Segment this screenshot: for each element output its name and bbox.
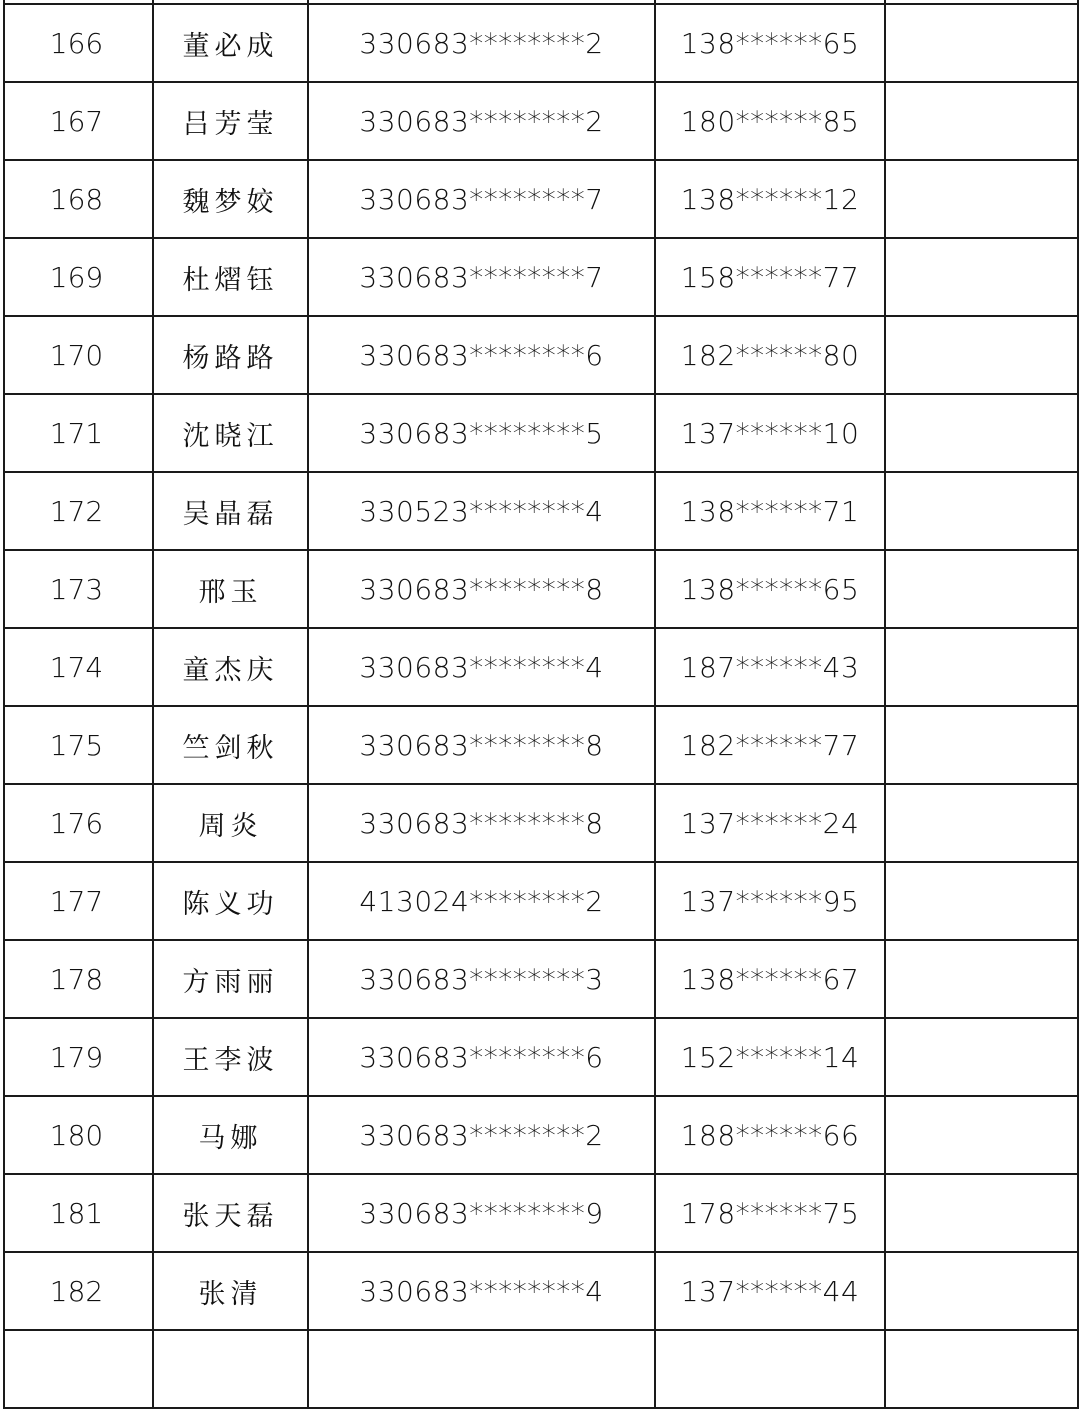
- row-id-number: 330683********2: [308, 82, 655, 160]
- cell-empty: [153, 1330, 308, 1408]
- row-remark: [885, 784, 1078, 862]
- row-index: 170: [4, 316, 153, 394]
- row-id-number: 413024********2: [308, 862, 655, 940]
- row-phone: 180******85: [655, 82, 885, 160]
- row-name: 张清: [153, 1252, 308, 1330]
- row-phone: 182******77: [655, 706, 885, 784]
- row-phone: 138******67: [655, 940, 885, 1018]
- row-name: 王李波: [153, 1018, 308, 1096]
- row-index: 173: [4, 550, 153, 628]
- row-name: 吴晶磊: [153, 472, 308, 550]
- row-name: 吕芳莹: [153, 82, 308, 160]
- row-remark: [885, 4, 1078, 82]
- row-name: 杨路路: [153, 316, 308, 394]
- row-id-number: 330683********8: [308, 706, 655, 784]
- table-row: [4, 1096, 1078, 1174]
- row-index: 177: [4, 862, 153, 940]
- row-phone: 137******95: [655, 862, 885, 940]
- row-name: 沈晓江: [153, 394, 308, 472]
- roster-table-body: [4, 0, 1078, 1408]
- row-remark: [885, 1252, 1078, 1330]
- table-row: [4, 706, 1078, 784]
- table-row: [4, 940, 1078, 1018]
- row-phone: 182******80: [655, 316, 885, 394]
- row-remark: [885, 1018, 1078, 1096]
- row-phone: 137******10: [655, 394, 885, 472]
- row-remark: [885, 472, 1078, 550]
- row-id-number: 330523********4: [308, 472, 655, 550]
- row-name: 张天磊: [153, 1174, 308, 1252]
- table-row: [4, 238, 1078, 316]
- row-index: 176: [4, 784, 153, 862]
- row-name: 魏梦姣: [153, 160, 308, 238]
- row-id-number: 330683********8: [308, 784, 655, 862]
- row-remark: [885, 238, 1078, 316]
- row-id-number: 330683********5: [308, 394, 655, 472]
- cell-empty: [4, 1330, 153, 1408]
- row-index: 174: [4, 628, 153, 706]
- table-row: [4, 160, 1078, 238]
- row-phone: 138******65: [655, 550, 885, 628]
- row-id-number: 330683********8: [308, 550, 655, 628]
- row-index: 167: [4, 82, 153, 160]
- row-name: 董必成: [153, 4, 308, 82]
- row-name: 童杰庆: [153, 628, 308, 706]
- row-remark: [885, 628, 1078, 706]
- row-index: 171: [4, 394, 153, 472]
- row-index: 178: [4, 940, 153, 1018]
- row-phone: 178******75: [655, 1174, 885, 1252]
- row-name: 周炎: [153, 784, 308, 862]
- row-id-number: 330683********3: [308, 940, 655, 1018]
- row-name: 方雨丽: [153, 940, 308, 1018]
- row-phone: 137******24: [655, 784, 885, 862]
- row-name: 竺剑秋: [153, 706, 308, 784]
- row-id-number: 330683********4: [308, 628, 655, 706]
- row-remark: [885, 316, 1078, 394]
- row-remark: [885, 1174, 1078, 1252]
- row-remark: [885, 706, 1078, 784]
- table-row: [4, 862, 1078, 940]
- table-row: [4, 1252, 1078, 1330]
- row-remark: [885, 394, 1078, 472]
- row-index: 168: [4, 160, 153, 238]
- table-row: [4, 4, 1078, 82]
- row-remark: [885, 1096, 1078, 1174]
- row-index: 166: [4, 4, 153, 82]
- row-phone: 138******65: [655, 4, 885, 82]
- row-index: 179: [4, 1018, 153, 1096]
- table-row: [4, 82, 1078, 160]
- row-id-number: 330683********4: [308, 1252, 655, 1330]
- row-phone: 188******66: [655, 1096, 885, 1174]
- roster-table: [3, 0, 1079, 1409]
- cell-empty: [885, 1330, 1078, 1408]
- row-id-number: 330683********7: [308, 160, 655, 238]
- row-name: 邢玉: [153, 550, 308, 628]
- row-remark: [885, 160, 1078, 238]
- row-index: 180: [4, 1096, 153, 1174]
- row-id-number: 330683********2: [308, 4, 655, 82]
- table-row: [4, 784, 1078, 862]
- row-index: 182: [4, 1252, 153, 1330]
- row-phone: 138******71: [655, 472, 885, 550]
- row-remark: [885, 82, 1078, 160]
- table-row: [4, 394, 1078, 472]
- table-row: [4, 1018, 1078, 1096]
- cell-empty: [655, 1330, 885, 1408]
- row-name: 马娜: [153, 1096, 308, 1174]
- row-index: 172: [4, 472, 153, 550]
- row-index: 181: [4, 1174, 153, 1252]
- table-row: [4, 628, 1078, 706]
- table-row-partial-bottom: [4, 1330, 1078, 1408]
- row-phone: 158******77: [655, 238, 885, 316]
- row-remark: [885, 862, 1078, 940]
- table-row: [4, 1174, 1078, 1252]
- table-row: [4, 316, 1078, 394]
- row-id-number: 330683********7: [308, 238, 655, 316]
- row-id-number: 330683********9: [308, 1174, 655, 1252]
- cell-empty: [308, 1330, 655, 1408]
- row-index: 175: [4, 706, 153, 784]
- table-row: [4, 472, 1078, 550]
- table-row: [4, 550, 1078, 628]
- row-remark: [885, 940, 1078, 1018]
- row-phone: 137******44: [655, 1252, 885, 1330]
- row-name: 杜熠钰: [153, 238, 308, 316]
- row-phone: 187******43: [655, 628, 885, 706]
- row-name: 陈义功: [153, 862, 308, 940]
- row-phone: 152******14: [655, 1018, 885, 1096]
- row-id-number: 330683********6: [308, 1018, 655, 1096]
- row-phone: 138******12: [655, 160, 885, 238]
- row-remark: [885, 550, 1078, 628]
- row-index: 169: [4, 238, 153, 316]
- row-id-number: 330683********2: [308, 1096, 655, 1174]
- row-id-number: 330683********6: [308, 316, 655, 394]
